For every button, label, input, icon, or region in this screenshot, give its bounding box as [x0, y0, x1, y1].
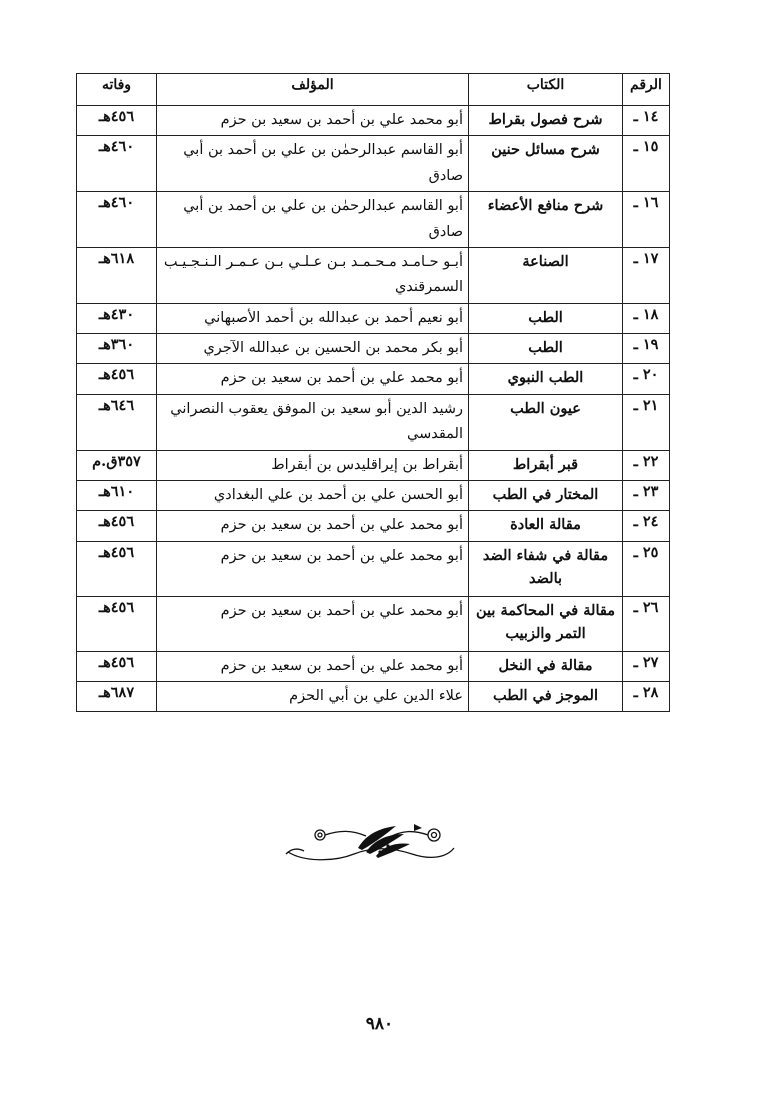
death-year: ٤٥٦هـ: [77, 596, 157, 651]
death-year: ٤٥٦هـ: [77, 106, 157, 136]
book-title: شرح فصول بقراط: [469, 106, 623, 136]
author-name: علاء الدين علي بن أبي الحزم: [157, 682, 469, 712]
table-row: [77, 334, 670, 364]
death-year: ٤٣٠هـ: [77, 303, 157, 333]
row-number: ١٥ ـ: [623, 136, 670, 192]
header-number: الرقم: [623, 74, 670, 106]
author-name: أبو محمد علي بن أحمد بن سعيد بن حزم: [157, 364, 469, 394]
death-year: ٦١٨هـ: [77, 247, 157, 303]
row-number: ١٩ ـ: [623, 334, 670, 364]
death-year: ٤٥٦هـ: [77, 651, 157, 681]
table-row: [77, 106, 670, 136]
table-row: [77, 394, 670, 450]
book-title: مقالة العادة: [469, 511, 623, 541]
header-author: المؤلف: [157, 74, 469, 106]
row-number: ١٧ ـ: [623, 247, 670, 303]
row-number: ١٦ ـ: [623, 192, 670, 248]
table-header-row: [77, 74, 670, 106]
book-title: شرح مسائل حنين: [469, 136, 623, 192]
book-title: مقالة في المحاكمة بين التمر والزبيب: [469, 596, 623, 651]
book-title: مقالة في النخل: [469, 651, 623, 681]
book-title: قبر أبقراط: [469, 450, 623, 480]
row-number: ٢٠ ـ: [623, 364, 670, 394]
row-number: ١٤ ـ: [623, 106, 670, 136]
book-title: شرح منافع الأعضاء: [469, 192, 623, 248]
author-name: أبو محمد علي بن أحمد بن سعيد بن حزم: [157, 511, 469, 541]
row-number: ٢٥ ـ: [623, 541, 670, 596]
author-name: أبو محمد علي بن أحمد بن سعيد بن حزم: [157, 541, 469, 596]
table-row: [77, 450, 670, 480]
death-year: ٤٥٦هـ: [77, 511, 157, 541]
table-row: [77, 480, 670, 510]
author-name: أبـو حـامـد مـحـمـد بـن عـلـي بـن عـمـر الـنـجـيـب السمرقندي: [157, 247, 469, 303]
row-number: ١٨ ـ: [623, 303, 670, 333]
book-title: الطب: [469, 334, 623, 364]
floral-ornament-icon: [284, 818, 460, 864]
author-name: رشيد الدين أبو سعيد بن الموفق يعقوب النصراني المقدسي: [157, 394, 469, 450]
death-year: ٤٦٠هـ: [77, 136, 157, 192]
table-row: [77, 541, 670, 596]
table-row: [77, 303, 670, 333]
death-year: ٦٤٦هـ: [77, 394, 157, 450]
book-title: الطب النبوي: [469, 364, 623, 394]
author-name: أبو القاسم عبدالرحمٰن بن علي بن أحمد بن أبي صادق: [157, 136, 469, 192]
book-title: مقالة في شفاء الضد بالضد: [469, 541, 623, 596]
table-row: [77, 682, 670, 712]
book-title: الصناعة: [469, 247, 623, 303]
book-title: الطب: [469, 303, 623, 333]
row-number: ٢٤ ـ: [623, 511, 670, 541]
author-name: أبو محمد علي بن أحمد بن سعيد بن حزم: [157, 596, 469, 651]
author-name: أبو محمد علي بن أحمد بن سعيد بن حزم: [157, 106, 469, 136]
book-title: المختار في الطب: [469, 480, 623, 510]
table-row: [77, 596, 670, 651]
row-number: ٢٣ ـ: [623, 480, 670, 510]
death-year: ٣٥٧ق.م: [77, 450, 157, 480]
author-name: أبو بكر محمد بن الحسين بن عبدالله الآجري: [157, 334, 469, 364]
table-row: [77, 247, 670, 303]
death-year: ٤٦٠هـ: [77, 192, 157, 248]
death-year: ٦٨٧هـ: [77, 682, 157, 712]
author-name: أبو محمد علي بن أحمد بن سعيد بن حزم: [157, 651, 469, 681]
header-book: الكتاب: [469, 74, 623, 106]
death-year: ٤٥٦هـ: [77, 364, 157, 394]
table-row: [77, 651, 670, 681]
row-number: ٢١ ـ: [623, 394, 670, 450]
table-row: [77, 364, 670, 394]
author-name: أبو نعيم أحمد بن عبدالله بن أحمد الأصبهاني: [157, 303, 469, 333]
table-row: [77, 136, 670, 192]
book-title: الموجز في الطب: [469, 682, 623, 712]
death-year: ٤٥٦هـ: [77, 541, 157, 596]
book-title: عيون الطب: [469, 394, 623, 450]
table-row: [77, 511, 670, 541]
author-name: أبو القاسم عبدالرحمٰن بن علي بن أحمد بن أبي صادق: [157, 192, 469, 248]
table-body: [77, 106, 670, 712]
books-table: [76, 73, 670, 712]
header-death: وفاته: [77, 74, 157, 106]
death-year: ٣٦٠هـ: [77, 334, 157, 364]
row-number: ٢٢ ـ: [623, 450, 670, 480]
row-number: ٢٦ ـ: [623, 596, 670, 651]
author-name: أبو الحسن علي بن أحمد بن علي البغدادي: [157, 480, 469, 510]
row-number: ٢٧ ـ: [623, 651, 670, 681]
page-number: ٩٨٠: [365, 1014, 394, 1034]
table-row: [77, 192, 670, 248]
death-year: ٦١٠هـ: [77, 480, 157, 510]
author-name: أبقراط بن إيراقليدس بن أبقراط: [157, 450, 469, 480]
row-number: ٢٨ ـ: [623, 682, 670, 712]
